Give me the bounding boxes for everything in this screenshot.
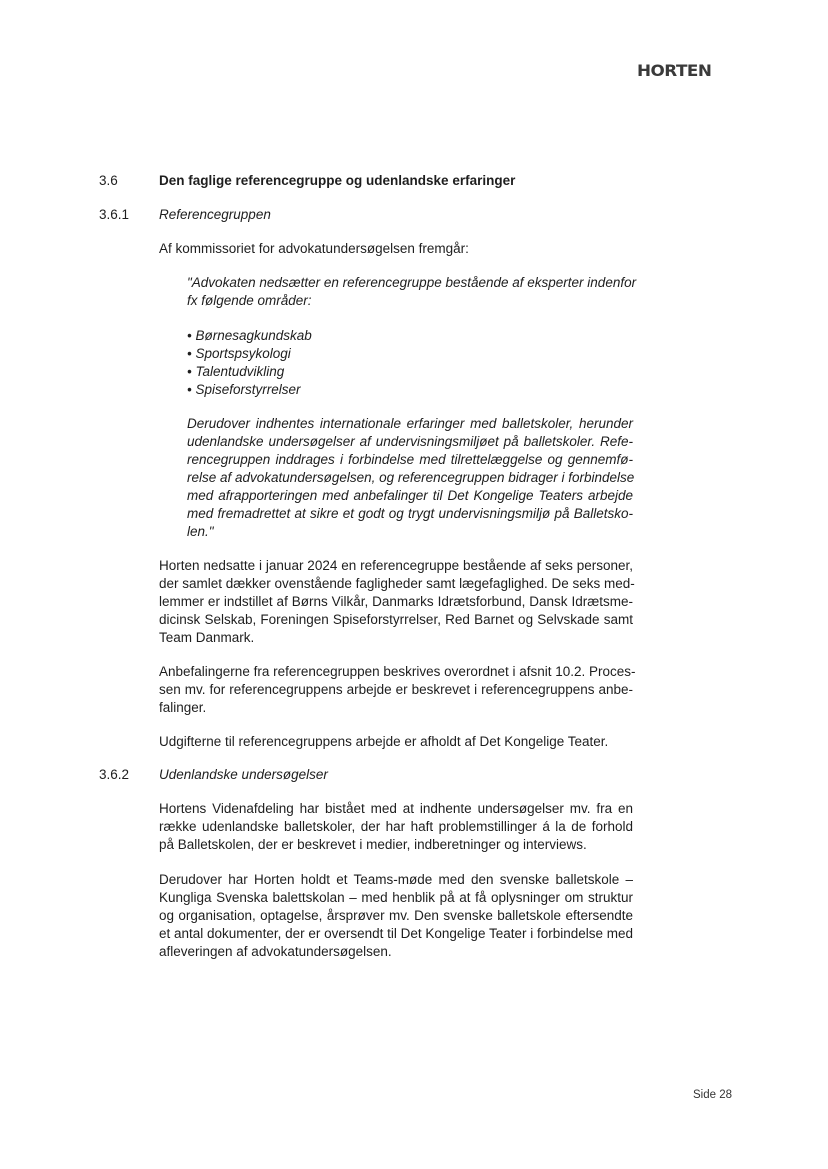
costs-paragraph: Udgifterne til referencegruppens arbejde er afholdt af Det Kongelige Teater.: [159, 734, 609, 749]
subsection-number-1: 3.6.1: [99, 207, 130, 222]
section-title: Den faglige referencegruppe og udenlandske erfaringer: [159, 173, 516, 188]
intro-paragraph: Af kommissoriet for advokatundersøgelsen fremgår:: [159, 241, 469, 256]
section-number: 3.6: [99, 173, 118, 188]
subsection-title-2: Udenlandske undersøgelser: [159, 767, 328, 782]
reference-group-paragraph: Horten nedsatte i januar 2024 en referencegruppe bestående af seks personer, der samlet dækker ovenstående fagligheder samt lægefaglighed. De seks med- lemmer er indstillet af Børns Vilkår, Danmarks Idrætsforbund, Dansk Idrætsme- dicinsk Selskab, Foreningen Spiseforstyrrelser, Red Barnet og Selvskade samt Team Danmark.: [159, 558, 635, 645]
subsection-title-1: Referencegruppen: [159, 207, 271, 222]
page-number: Side 28: [693, 1089, 733, 1101]
recommendations-paragraph: Anbefalingerne fra referencegruppen beskrives overordnet i afsnit 10.2. Proces- sen mv. for referencegruppens arbejde er beskrevet i referencegruppens anbe- falinger.: [159, 664, 636, 715]
quote-opening: "Advokaten nedsætter en referencegruppe bestående af eksperter indenfor fx følgende områder:: [187, 275, 637, 308]
expertise-list: [187, 327, 312, 399]
list-item: • Børnesagkundskab: [187, 328, 312, 343]
list-item: • Talentudvikling: [187, 364, 285, 379]
subsection-number-2: 3.6.2: [99, 767, 130, 782]
list-item: • Spiseforstyrrelser: [187, 382, 301, 397]
teams-meeting-paragraph: Derudover har Horten holdt et Teams-møde med den svenske balletskole – Kungliga Svenska balettskolan – med henblik på at få oplysninger om struktur og organisation, optagelse, årsprøver mv. Den svenske balletskole eftersendte et antal dokumenter, der er oversendt til Det Kongelige Teater i forbindelse med afleveringen af advokatundersøgelsen.: [159, 872, 634, 959]
quote-continuation: Derudover indhentes internationale erfaringer med balletskoler, herunder udenlandske undersøgelser af undervisningsmiljøet på balletskoler. Refe- rencegruppen inddrages i forbindelse med tilrettelæggelse og gennemfø- relse af advokatundersøgelsen, og referencegruppen bidrager i forbindelse med afrapporteringen med anbefalinger til Det Kongelige Teaters arbejde med fremadrettet at sikre et godt og trygt undervisningsmiljø på Balletsko- len.": [187, 416, 635, 539]
list-item: • Sportspsykologi: [187, 346, 291, 361]
horten-logo: HORTEN: [637, 61, 712, 80]
knowledge-department-paragraph: Hortens Videnafdeling har bistået med at indhente undersøgelser mv. fra en række udenlandske balletskoler, der har haft problemstillinger á la de forhold på Balletskolen, der er beskrevet i medier, indberetninger og interviews.: [159, 801, 633, 852]
